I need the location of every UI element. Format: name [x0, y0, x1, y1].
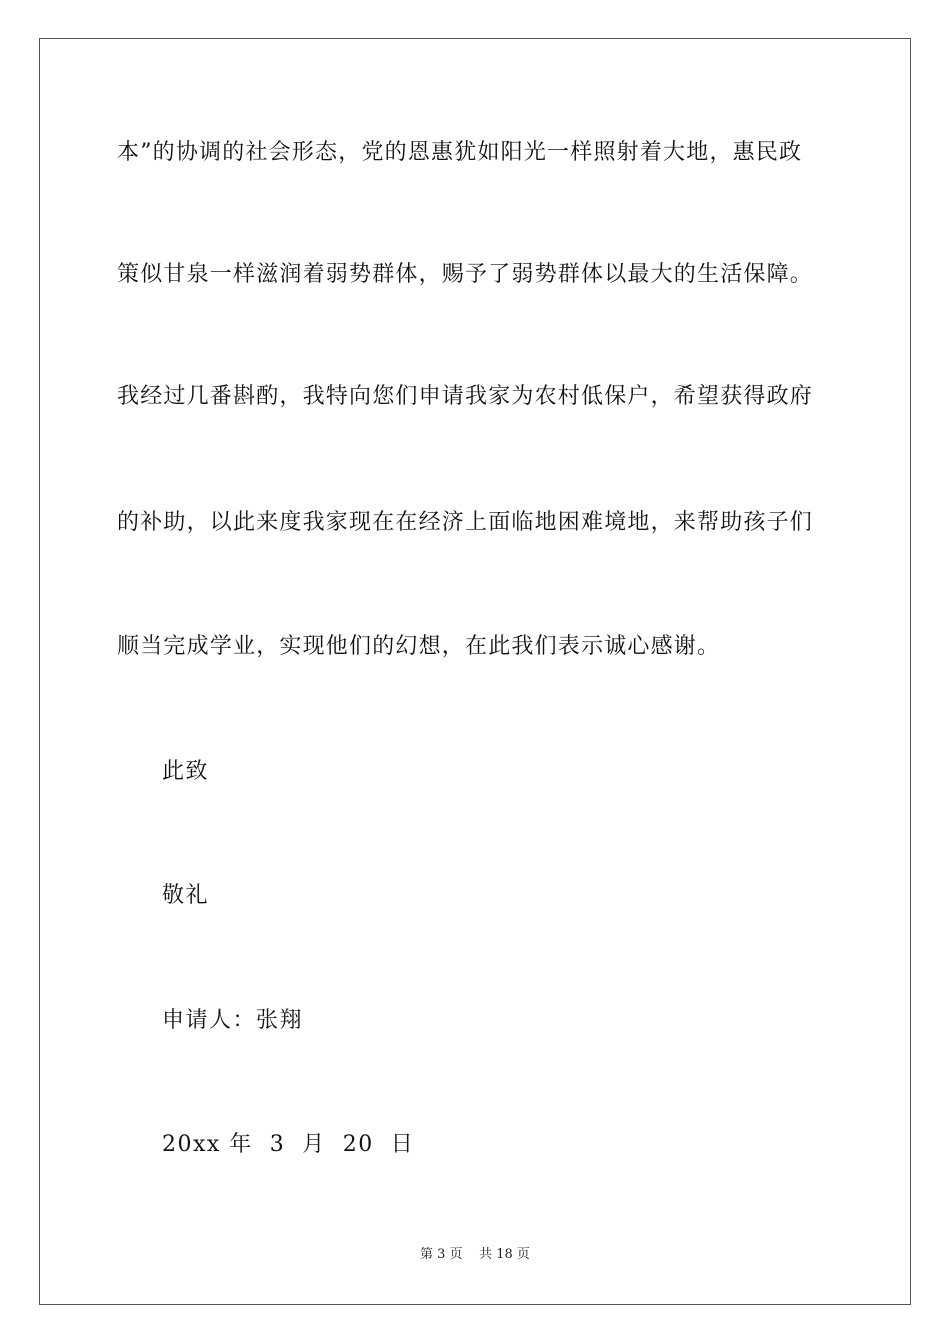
- regards: 敬礼: [162, 883, 210, 908]
- page-number: 第 3 页: [420, 1247, 463, 1262]
- body-line-5: 顺当完成学业，实现他们的幻想，在此我们表示诚心感谢。: [117, 634, 721, 659]
- salutation: 此致: [162, 759, 210, 784]
- body-line-2: 策似甘泉一样滋润着弱势群体，赐予了弱势群体以最大的生活保障。: [117, 262, 814, 287]
- applicant-signature: 申请人：张翔: [162, 1008, 304, 1033]
- body-line-1: 本”的协调的社会形态，党的恩惠犹如阳光一样照射着大地，惠民政: [117, 140, 803, 165]
- body-line-4: 的补助，以此来度我家现在在经济上面临地困难境地，来帮助孩子们: [117, 510, 814, 535]
- letter-date: 20xx 年 3 月 20 日: [162, 1132, 415, 1157]
- page-frame: [39, 38, 911, 1305]
- body-line-3: 我经过几番斟酌，我特向您们申请我家为农村低保户，希望获得政府: [117, 384, 814, 409]
- page-total: 共 18 页: [479, 1247, 530, 1262]
- page-footer: [0, 1246, 950, 1264]
